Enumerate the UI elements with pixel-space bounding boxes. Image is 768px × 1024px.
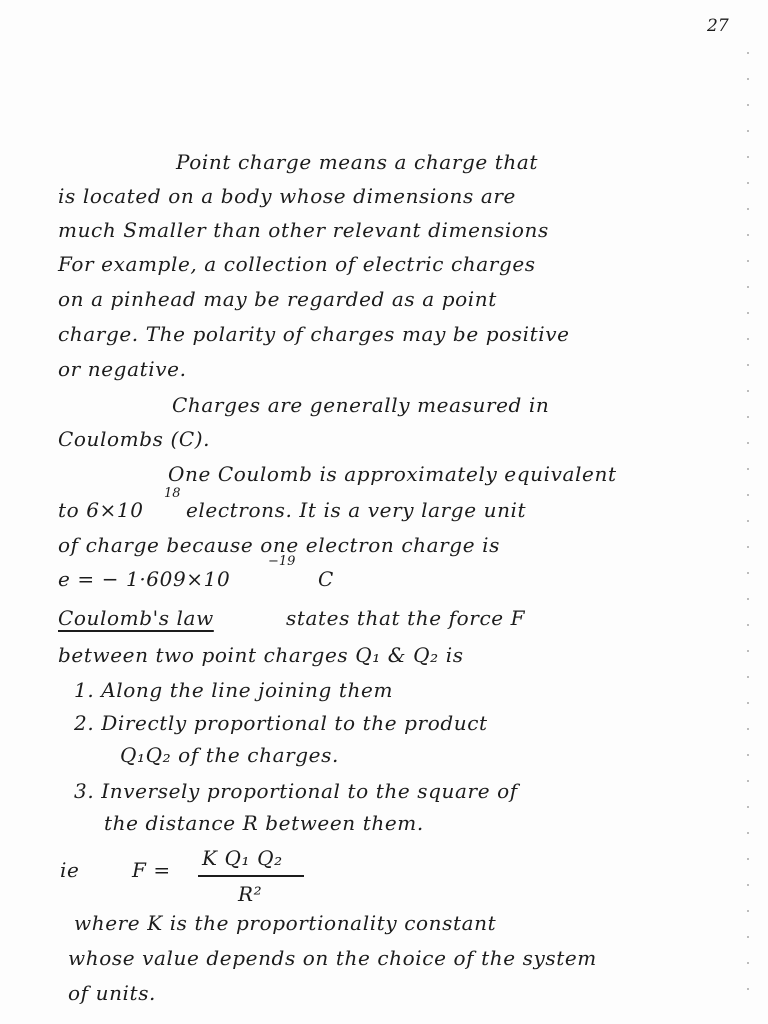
para3-line-4b: C [318, 567, 334, 591]
para1-line-1: Point charge means a charge that [176, 150, 539, 174]
para3-line-2b: electrons. It is a very large unit [186, 498, 527, 522]
law-point-1: 1. Along the line joining them [74, 678, 394, 702]
para1-line-2: is located on a body whose dimensions are [58, 184, 516, 208]
para3-line-2a: to 6×10 [58, 498, 144, 522]
para1-line-7: or negative. [58, 357, 187, 381]
closing-line-3: of units. [68, 981, 157, 1005]
para1-line-5: on a pinhead may be regarded as a point [58, 287, 497, 311]
formula-ie: ie [60, 858, 80, 882]
law-line-1: states that the force F [286, 606, 526, 630]
law-point-3-cont: the distance R between them. [104, 811, 424, 835]
para1-line-4: For example, a collection of electric charges [58, 252, 536, 276]
para3-line-1: One Coulomb is approximately equivalent [168, 462, 617, 486]
page-number: 27 [707, 16, 729, 36]
law-line-2: between two point charges Q₁ & Q₂ is [58, 643, 464, 667]
exponent-neg19: −19 [268, 554, 296, 569]
para2-line-1: Charges are generally measured in [172, 393, 550, 417]
law-point-2-cont: Q₁Q₂ of the charges. [120, 743, 339, 767]
para2-line-2: Coulombs (C). [58, 427, 211, 451]
formula-numerator: K Q₁ Q₂ [202, 846, 283, 870]
para3-line-4a: e = − 1·609×10 [58, 567, 231, 591]
para1-line-6: charge. The polarity of charges may be positive [58, 322, 570, 346]
formula-lhs: F = [132, 858, 171, 882]
para3-line-3: of charge because one electron charge is [58, 533, 500, 557]
law-point-3: 3. Inversely proportional to the square of [74, 779, 518, 803]
closing-line-1: where K is the proportionality constant [74, 911, 497, 935]
exponent-18: 18 [164, 486, 181, 501]
para1-line-3: much Smaller than other relevant dimensions [58, 218, 549, 242]
fraction-bar [198, 875, 304, 877]
coulombs-law-term: Coulomb's law [58, 606, 214, 630]
closing-line-2: whose value depends on the choice of the system [68, 946, 597, 970]
law-point-2: 2. Directly proportional to the product [74, 711, 488, 735]
formula-denominator: R² [238, 882, 263, 906]
margin-binding-dots [745, 40, 751, 1000]
